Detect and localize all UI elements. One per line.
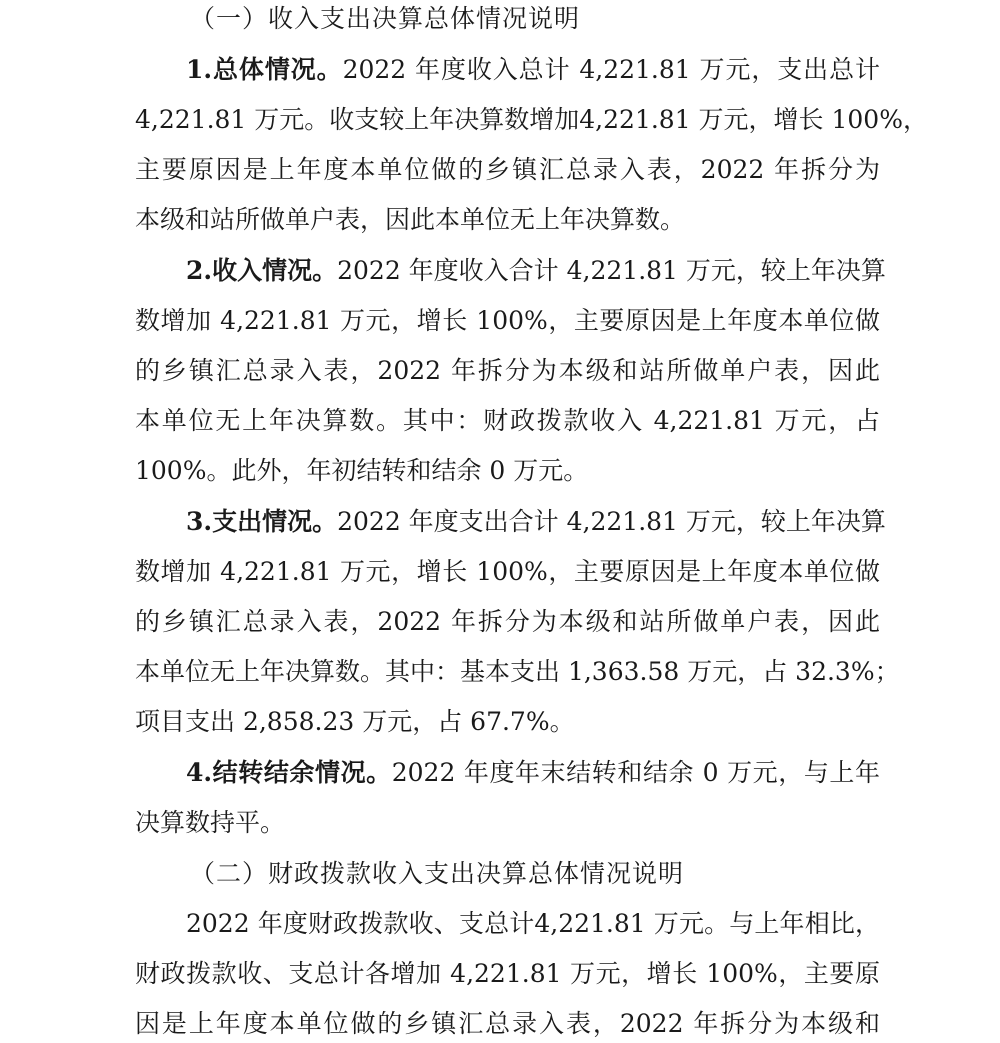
paragraph-4-label: 4.结转结余情况。 <box>186 758 392 787</box>
paragraph-1-line-3: 主要原因是上年度本单位做的乡镇汇总录入表，2022 年拆分为 <box>135 155 880 184</box>
section-heading-2: （二）财政拨款收入支出决算总体情况说明 <box>190 859 685 888</box>
paragraph-5-line-1: 2022 年度财政拨款收、支总计4,221.81 万元。与上年相比， <box>186 909 880 938</box>
paragraph-2-line-3: 的乡镇汇总录入表，2022 年拆分为本级和站所做单户表，因此 <box>135 356 880 385</box>
paragraph-2-line-5: 100%。此外，年初结转和结余 0 万元。 <box>135 456 589 485</box>
paragraph-3-label: 3.支出情况。 <box>186 507 338 536</box>
paragraph-1-line-4: 本级和站所做单户表，因此本单位无上年决算数。 <box>135 205 686 234</box>
paragraph-1-label: 1.总体情况。 <box>186 55 343 84</box>
paragraph-5-line-3: 因是上年度本单位做的乡镇汇总录入表，2022 年拆分为本级和 <box>135 1009 880 1038</box>
paragraph-3-line-5: 项目支出 2,858.23 万元，占 67.7%。 <box>135 707 575 736</box>
paragraph-3-line-1: 3.支出情况。2022 年度支出合计 4,221.81 万元，较上年决算 <box>186 507 886 536</box>
paragraph-3-line-2: 数增加 4,221.81 万元，增长 100%，主要原因是上年度本单位做 <box>135 557 880 586</box>
paragraph-4-line-1: 4.结转结余情况。2022 年度年末结转和结余 0 万元，与上年 <box>186 758 880 787</box>
paragraph-1-line-1: 1.总体情况。2022 年度收入总计 4,221.81 万元，支出总计 <box>186 55 880 84</box>
paragraph-4-line-2: 决算数持平。 <box>135 808 286 837</box>
paragraph-2-line-2: 数增加 4,221.81 万元，增长 100%，主要原因是上年度本单位做 <box>135 306 880 335</box>
paragraph-2-line-4: 本单位无上年决算数。其中：财政拨款收入 4,221.81 万元，占 <box>135 406 880 435</box>
paragraph-3-line-4: 本单位无上年决算数。其中：基本支出 1,363.58 万元，占 32.3%； <box>135 657 900 686</box>
section-heading-1: （一）收入支出决算总体情况说明 <box>190 4 581 33</box>
paragraph-2-label: 2.收入情况。 <box>186 256 338 285</box>
paragraph-5-line-2: 财政拨款收、支总计各增加 4,221.81 万元，增长 100%，主要原 <box>135 959 880 988</box>
paragraph-3-line-3: 的乡镇汇总录入表，2022 年拆分为本级和站所做单户表，因此 <box>135 607 880 636</box>
paragraph-1-line-2: 4,221.81 万元。收支较上年决算数增加4,221.81 万元，增长 100%， <box>135 105 928 134</box>
paragraph-2-line-1: 2.收入情况。2022 年度收入合计 4,221.81 万元，较上年决算 <box>186 256 886 285</box>
